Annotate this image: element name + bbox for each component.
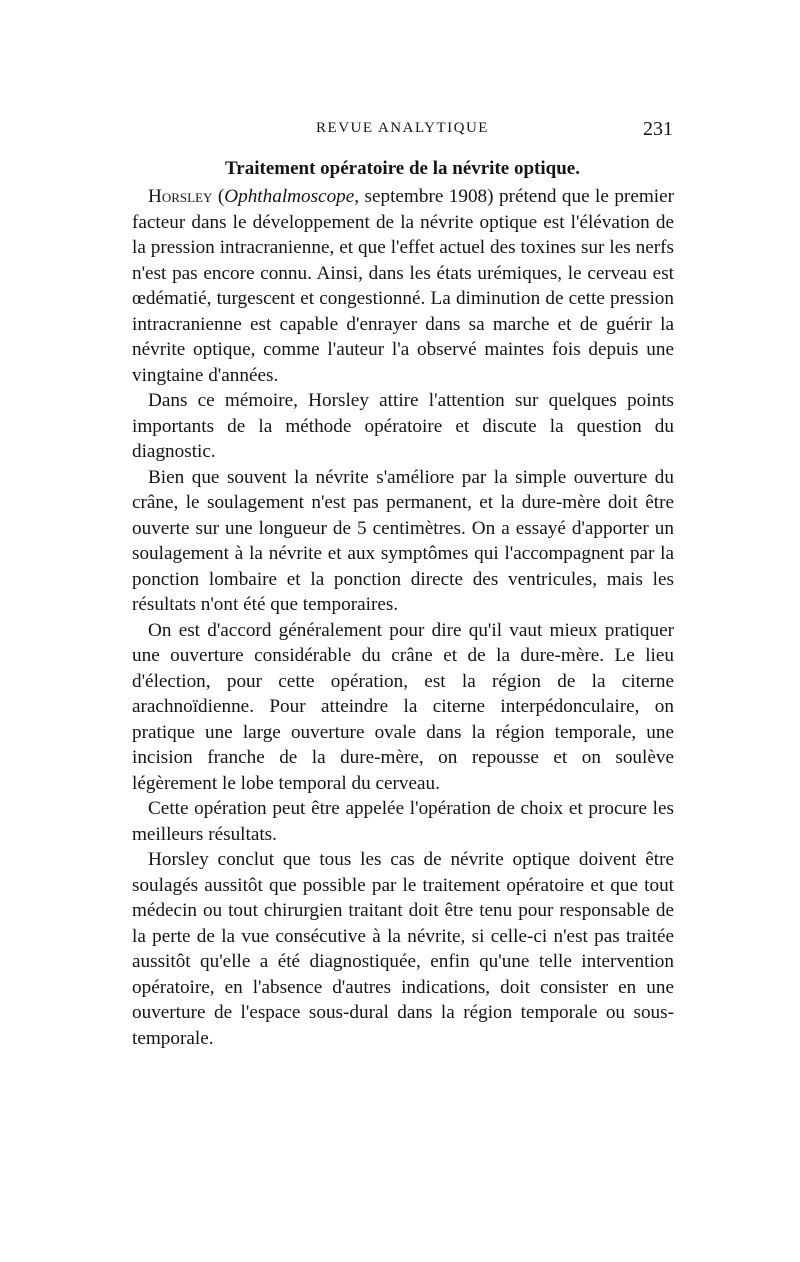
article-title: Traitement opératoire de la névrite optique.	[225, 158, 580, 179]
running-head	[130, 118, 675, 142]
source-open: (	[212, 186, 225, 207]
paragraph-4: On est d'accord généralement pour dire qu'il vaut mieux pratiquer une ouverture considérable du crâne et de la dure-mère. Le lieu d'élection, pour cette opération, est la région de la citerne arachnoïdienne. Pour atteindre la citerne interpédonculaire, on pratique une large ouverture ovale dans la région temporale, une incision franche de la dure-mère, on repousse et on soulève légèrement le lobe temporal du cerveau.	[132, 619, 674, 794]
journal-name: Ophthalmoscope	[224, 186, 355, 207]
paragraph-3: Bien que souvent la névrite s'améliore par la simple ouverture du crâne, le soulagement n'est pas permanent, et la dure-mère doit être ouverte sur une longueur de 5 centimètres. On a essayé d'apporter un soulagement à la névrite et aux symptômes qui l'accompagnent par la ponction lombaire et la ponction directe des ventricules, mais les résultats n'ont été que temporaires.	[132, 466, 674, 615]
author-name: Horsley	[148, 186, 213, 207]
article-body	[132, 184, 674, 1051]
paragraph-5: Cette opération peut être appelée l'opération de choix et procure les meilleurs résultats.	[132, 798, 674, 845]
running-title: REVUE ANALYTIQUE	[316, 120, 489, 136]
paragraph-2: Dans ce mémoire, Horsley attire l'attention sur quelques points importants de la méthode opératoire et discute la question du diagnostic.	[132, 390, 674, 462]
paragraph-1	[132, 184, 674, 388]
page-number: 231	[643, 118, 673, 140]
paragraph-1-text: , septembre 1908) prétend que le premier facteur dans le développement de la névrite optique est l'élévation de la pression intracranienne, et que l'effet actuel des toxines sur les nerfs n'est pas encore connu. Ainsi, dans les états urémiques, le cerveau est œdématié, turgescent et congestionné. La diminution de cette pression intracranienne est capable d'enrayer dans sa marche et de guérir la névrite optique, comme l'auteur l'a observé maintes fois depuis une vingtaine d'années.	[132, 186, 674, 386]
paragraph-6: Horsley conclut que tous les cas de névrite optique doivent être soulagés aussitôt que possible par le traitement opératoire et que tout médecin ou tout chirurgien traitant doit être tenu pour responsable de la perte de la vue consécutive à la névrite, si celle-ci n'est pas traitée aussitôt qu'elle a été diagnostiquée, enfin qu'une telle intervention opératoire, en l'absence d'autres indications, doit consister en une ouverture de l'espace sous-dural dans la région temporale ou sous-temporale.	[132, 849, 674, 1049]
